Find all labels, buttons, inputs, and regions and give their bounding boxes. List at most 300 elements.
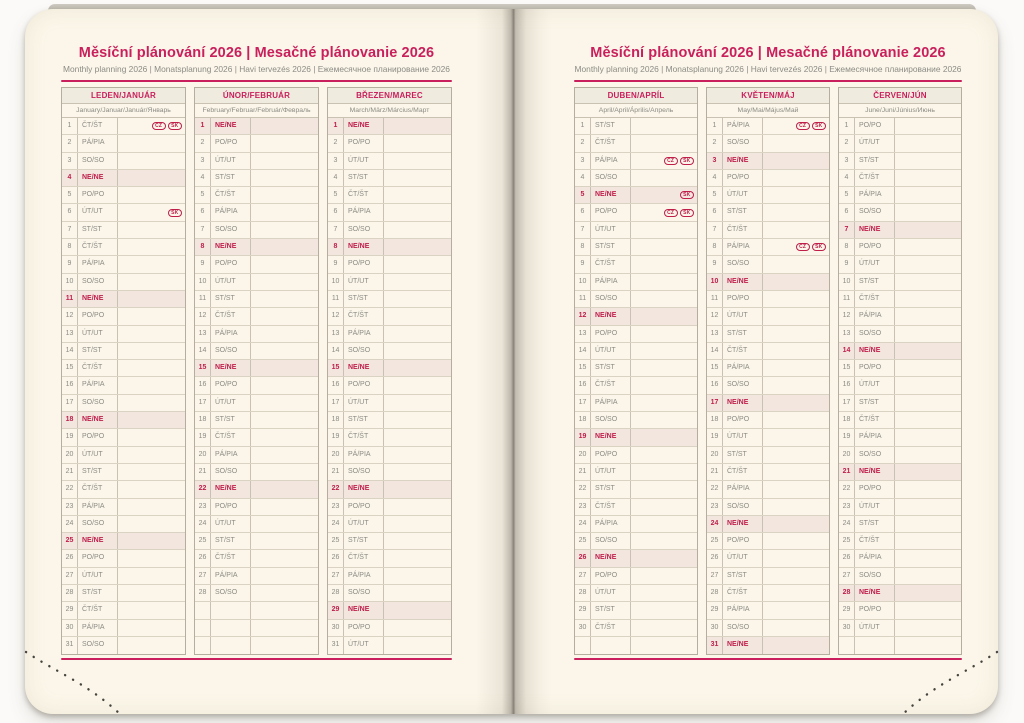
note-cell [895, 585, 961, 601]
day-row [62, 568, 185, 585]
weekday-label: PÁ/PIA [78, 377, 118, 393]
day-row-sunday [839, 585, 961, 602]
day-row [328, 447, 451, 464]
day-row [195, 550, 318, 567]
weekday-label: NE/NE [723, 637, 763, 654]
day-number: 26 [62, 550, 78, 566]
note-cell [763, 637, 829, 654]
note-cell [251, 481, 318, 497]
weekday-label: ÚT/UT [591, 464, 631, 480]
weekday-label: ST/ST [211, 533, 251, 549]
note-cell [251, 412, 318, 428]
day-row [839, 274, 961, 291]
month-languages-header: February/Februar/Február/Февраль [195, 104, 318, 118]
note-cell [763, 187, 829, 203]
weekday-label: PO/PO [211, 499, 251, 515]
weekday-label: PÁ/PIA [591, 153, 631, 169]
weekday-label: NE/NE [78, 291, 118, 307]
day-number: 8 [575, 239, 591, 255]
day-number: 23 [328, 499, 344, 515]
day-row [328, 533, 451, 550]
weekday-label [211, 620, 251, 636]
day-number: 27 [62, 568, 78, 584]
day-number: 25 [328, 533, 344, 549]
weekday-label: PO/PO [855, 118, 895, 134]
weekday-label: ÚT/UT [855, 499, 895, 515]
day-number: 21 [195, 464, 211, 480]
day-row [575, 153, 697, 170]
day-row [575, 499, 697, 516]
weekday-label: ČT/ŠT [855, 291, 895, 307]
day-number: 2 [707, 135, 723, 151]
note-cell [251, 637, 318, 654]
day-number: 6 [707, 204, 723, 220]
note-cell [251, 395, 318, 411]
weekday-label: PO/PO [591, 204, 631, 220]
day-number: 14 [707, 343, 723, 359]
weekday-label: ÚT/UT [591, 585, 631, 601]
day-row [195, 585, 318, 602]
weekday-label: SO/SO [78, 274, 118, 290]
day-number: 7 [62, 222, 78, 238]
month-languages-header: April/April/Április/Апрель [575, 104, 697, 118]
day-row-sunday [575, 308, 697, 325]
day-number: 1 [62, 118, 78, 134]
note-cell [895, 187, 961, 203]
weekday-label: ST/ST [591, 118, 631, 134]
day-number: 25 [839, 533, 855, 549]
day-number: 13 [195, 326, 211, 342]
day-number: 21 [62, 464, 78, 480]
day-row [328, 429, 451, 446]
note-cell [251, 239, 318, 255]
holiday-badge-cz: CZ [664, 209, 678, 217]
weekday-label: ČT/ŠT [855, 533, 895, 549]
note-cell [763, 499, 829, 515]
note-cell [631, 135, 697, 151]
weekday-label: PO/PO [591, 326, 631, 342]
day-row [575, 256, 697, 273]
weekday-label: PÁ/PIA [78, 620, 118, 636]
day-row [707, 204, 829, 221]
weekday-label: ČT/ŠT [78, 118, 118, 134]
day-number: 3 [839, 153, 855, 169]
note-cell [118, 204, 185, 220]
note-cell [631, 602, 697, 618]
note-cell [384, 343, 451, 359]
day-row [328, 222, 451, 239]
day-number: 14 [195, 343, 211, 359]
weekday-label: NE/NE [591, 187, 631, 203]
day-row [195, 343, 318, 360]
day-row [839, 256, 961, 273]
day-number: 30 [707, 620, 723, 636]
day-number: 31 [328, 637, 344, 654]
day-number: 24 [328, 516, 344, 532]
day-row [575, 343, 697, 360]
page-subtitle: Monthly planning 2026 | Monatsplanung 2026 | Havi tervezés 2026 | Ежемесячное планирование 2026 [63, 64, 450, 74]
note-cell [895, 170, 961, 186]
note-cell [895, 308, 961, 324]
note-cell [895, 516, 961, 532]
day-row [195, 568, 318, 585]
months-grid [61, 87, 452, 655]
day-row [707, 602, 829, 619]
note-cell [895, 274, 961, 290]
day-number: 25 [707, 533, 723, 549]
weekday-label: PO/PO [211, 256, 251, 272]
day-row [62, 377, 185, 394]
note-cell [384, 118, 451, 134]
day-row [195, 516, 318, 533]
weekday-label: ST/ST [855, 395, 895, 411]
day-number: 8 [707, 239, 723, 255]
note-cell [384, 481, 451, 497]
weekday-label: ST/ST [78, 343, 118, 359]
note-cell [895, 222, 961, 238]
weekday-label: PO/PO [211, 377, 251, 393]
day-row [707, 135, 829, 152]
weekday-label: ÚT/UT [591, 343, 631, 359]
day-row [839, 620, 961, 637]
day-row-sunday [62, 170, 185, 187]
day-number: 24 [195, 516, 211, 532]
day-row [195, 256, 318, 273]
holiday-badge-sk: SK [168, 122, 182, 130]
weekday-label: ST/ST [344, 412, 384, 428]
note-cell [631, 274, 697, 290]
weekday-label: SO/SO [78, 637, 118, 654]
note-cell [118, 377, 185, 393]
note-cell [763, 274, 829, 290]
holiday-badge-sk: SK [168, 209, 182, 217]
note-cell [763, 256, 829, 272]
note-cell [251, 602, 318, 618]
note-cell [384, 187, 451, 203]
note-cell [631, 222, 697, 238]
note-cell [118, 118, 185, 134]
day-row-sunday [707, 395, 829, 412]
day-number: 15 [839, 360, 855, 376]
month-name-header: DUBEN/APRÍL [575, 88, 697, 104]
day-number: 13 [839, 326, 855, 342]
weekday-label: NE/NE [855, 222, 895, 238]
note-cell [118, 464, 185, 480]
day-row [839, 516, 961, 533]
note-cell [384, 308, 451, 324]
weekday-label: PO/PO [855, 602, 895, 618]
weekday-label: ST/ST [723, 204, 763, 220]
weekday-label: ČT/ŠT [344, 308, 384, 324]
note-cell [631, 464, 697, 480]
weekday-label: ÚT/UT [855, 135, 895, 151]
note-cell [763, 291, 829, 307]
day-number: 19 [62, 429, 78, 445]
weekday-label: ČT/ŠT [591, 377, 631, 393]
note-cell [251, 343, 318, 359]
note-cell [631, 533, 697, 549]
note-cell [251, 187, 318, 203]
weekday-label: ČT/ŠT [211, 187, 251, 203]
note-cell [895, 550, 961, 566]
day-number: 18 [195, 412, 211, 428]
weekday-label: NE/NE [344, 481, 384, 497]
note-cell [763, 568, 829, 584]
day-number: 24 [62, 516, 78, 532]
note-cell [118, 170, 185, 186]
weekday-label: ST/ST [855, 153, 895, 169]
note-cell [251, 620, 318, 636]
weekday-label [211, 602, 251, 618]
day-number: 3 [195, 153, 211, 169]
holiday-badge-cz: CZ [796, 122, 810, 130]
note-cell [251, 274, 318, 290]
day-number: 15 [62, 360, 78, 376]
day-row [575, 533, 697, 550]
weekday-label: ST/ST [855, 274, 895, 290]
note-cell [251, 222, 318, 238]
day-row [707, 343, 829, 360]
note-cell [895, 429, 961, 445]
month-languages-header: March/März/Március/Март [328, 104, 451, 118]
day-number: 28 [195, 585, 211, 601]
day-row [195, 204, 318, 221]
month-table [574, 87, 698, 655]
note-cell [631, 239, 697, 255]
day-number: 7 [328, 222, 344, 238]
day-row [707, 256, 829, 273]
day-number: 6 [195, 204, 211, 220]
note-cell [895, 153, 961, 169]
note-cell [895, 620, 961, 636]
day-number: 28 [575, 585, 591, 601]
day-number: 23 [839, 499, 855, 515]
weekday-label: ČT/ŠT [78, 602, 118, 618]
day-number: 25 [195, 533, 211, 549]
note-cell [384, 602, 451, 618]
day-row [62, 274, 185, 291]
day-number [195, 620, 211, 636]
weekday-label: PO/PO [723, 412, 763, 428]
day-number [195, 637, 211, 654]
note-cell [384, 499, 451, 515]
day-row [575, 395, 697, 412]
weekday-label: ÚT/UT [855, 377, 895, 393]
day-number: 17 [707, 395, 723, 411]
note-cell [384, 274, 451, 290]
note-cell [384, 412, 451, 428]
day-number: 20 [62, 447, 78, 463]
note-cell [384, 464, 451, 480]
weekday-label: NE/NE [723, 516, 763, 532]
day-row [707, 170, 829, 187]
weekday-label: SO/SO [591, 412, 631, 428]
note-cell [895, 204, 961, 220]
weekday-label: PÁ/PIA [723, 602, 763, 618]
weekday-label: SO/SO [78, 153, 118, 169]
day-number: 15 [195, 360, 211, 376]
day-row [839, 170, 961, 187]
weekday-label: ST/ST [344, 291, 384, 307]
note-cell [118, 412, 185, 428]
day-row [328, 499, 451, 516]
day-row [62, 620, 185, 637]
weekday-label: NE/NE [591, 550, 631, 566]
weekday-label: PO/PO [344, 377, 384, 393]
day-number: 21 [707, 464, 723, 480]
day-number: 21 [575, 464, 591, 480]
day-row-sunday [195, 118, 318, 135]
note-cell [763, 429, 829, 445]
day-number: 30 [575, 620, 591, 636]
day-row-sunday [62, 533, 185, 550]
day-number [839, 637, 855, 654]
day-row [62, 343, 185, 360]
bottom-rule [574, 658, 962, 660]
day-row [195, 135, 318, 152]
note-cell [251, 568, 318, 584]
day-number: 19 [575, 429, 591, 445]
note-cell [118, 395, 185, 411]
day-row-sunday [839, 343, 961, 360]
weekday-label: NE/NE [344, 602, 384, 618]
day-row [195, 377, 318, 394]
day-row [575, 637, 697, 654]
weekday-label: ČT/ŠT [344, 429, 384, 445]
weekday-label: ČT/ŠT [591, 620, 631, 636]
day-row [839, 135, 961, 152]
day-number: 10 [62, 274, 78, 290]
day-number: 6 [62, 204, 78, 220]
weekday-label: ÚT/UT [344, 153, 384, 169]
weekday-label: ST/ST [344, 170, 384, 186]
note-cell [763, 135, 829, 151]
day-row [62, 360, 185, 377]
day-row [62, 204, 185, 221]
day-row [195, 395, 318, 412]
day-row [575, 516, 697, 533]
weekday-label: ÚT/UT [211, 516, 251, 532]
day-row [707, 429, 829, 446]
day-row [575, 481, 697, 498]
day-number: 15 [575, 360, 591, 376]
day-number: 30 [839, 620, 855, 636]
right-page [512, 9, 998, 714]
weekday-label: ST/ST [211, 291, 251, 307]
weekday-label: PÁ/PIA [591, 274, 631, 290]
note-cell [763, 308, 829, 324]
note-cell [895, 326, 961, 342]
note-cell [251, 291, 318, 307]
day-row [62, 326, 185, 343]
day-number: 16 [328, 377, 344, 393]
note-cell [251, 308, 318, 324]
day-number: 13 [328, 326, 344, 342]
weekday-label: NE/NE [344, 118, 384, 134]
day-row [575, 170, 697, 187]
day-number: 2 [575, 135, 591, 151]
bottom-rule [61, 658, 452, 660]
day-number: 5 [839, 187, 855, 203]
weekday-label: ÚT/UT [723, 187, 763, 203]
weekday-label: PO/PO [78, 187, 118, 203]
day-row [328, 343, 451, 360]
day-row-sunday [328, 481, 451, 498]
weekday-label: SO/SO [344, 585, 384, 601]
day-row [328, 291, 451, 308]
months-grid [574, 87, 962, 655]
day-row-sunday [707, 637, 829, 654]
note-cell [895, 135, 961, 151]
day-row [839, 204, 961, 221]
day-number: 17 [195, 395, 211, 411]
note-cell [631, 585, 697, 601]
day-row [195, 308, 318, 325]
day-row [195, 412, 318, 429]
day-row-sunday [62, 412, 185, 429]
weekday-label: SO/SO [344, 343, 384, 359]
weekday-label: SO/SO [723, 256, 763, 272]
day-row [328, 550, 451, 567]
note-cell [763, 204, 829, 220]
weekday-label: ČT/ŠT [723, 585, 763, 601]
weekday-label: ČT/ŠT [591, 499, 631, 515]
day-number: 29 [62, 602, 78, 618]
weekday-label: ÚT/UT [723, 429, 763, 445]
day-row [62, 499, 185, 516]
weekday-label: ÚT/UT [344, 274, 384, 290]
weekday-label [211, 637, 251, 654]
note-cell [631, 429, 697, 445]
day-number: 1 [328, 118, 344, 134]
weekday-label: PÁ/PIA [591, 516, 631, 532]
note-cell [118, 429, 185, 445]
day-number: 19 [707, 429, 723, 445]
note-cell [631, 291, 697, 307]
day-row [839, 377, 961, 394]
day-row [195, 153, 318, 170]
note-cell [631, 395, 697, 411]
weekday-label: PÁ/PIA [78, 499, 118, 515]
day-number: 17 [62, 395, 78, 411]
note-cell [384, 620, 451, 636]
day-number: 5 [575, 187, 591, 203]
day-number: 22 [62, 481, 78, 497]
day-number: 13 [62, 326, 78, 342]
note-cell [631, 377, 697, 393]
weekday-label: ST/ST [591, 360, 631, 376]
day-row [62, 222, 185, 239]
day-number: 17 [839, 395, 855, 411]
weekday-label: PÁ/PIA [855, 550, 895, 566]
note-cell [384, 637, 451, 654]
day-row-sunday [62, 291, 185, 308]
note-cell [118, 620, 185, 636]
note-cell [895, 602, 961, 618]
day-row-sunday [328, 602, 451, 619]
day-number: 20 [839, 447, 855, 463]
day-row [195, 429, 318, 446]
note-cell [895, 533, 961, 549]
day-row [575, 274, 697, 291]
day-number: 22 [328, 481, 344, 497]
weekday-label: NE/NE [211, 239, 251, 255]
weekday-label: SO/SO [855, 204, 895, 220]
day-row [707, 568, 829, 585]
weekday-label: SO/SO [723, 499, 763, 515]
weekday-label: NE/NE [78, 412, 118, 428]
note-cell [118, 447, 185, 463]
